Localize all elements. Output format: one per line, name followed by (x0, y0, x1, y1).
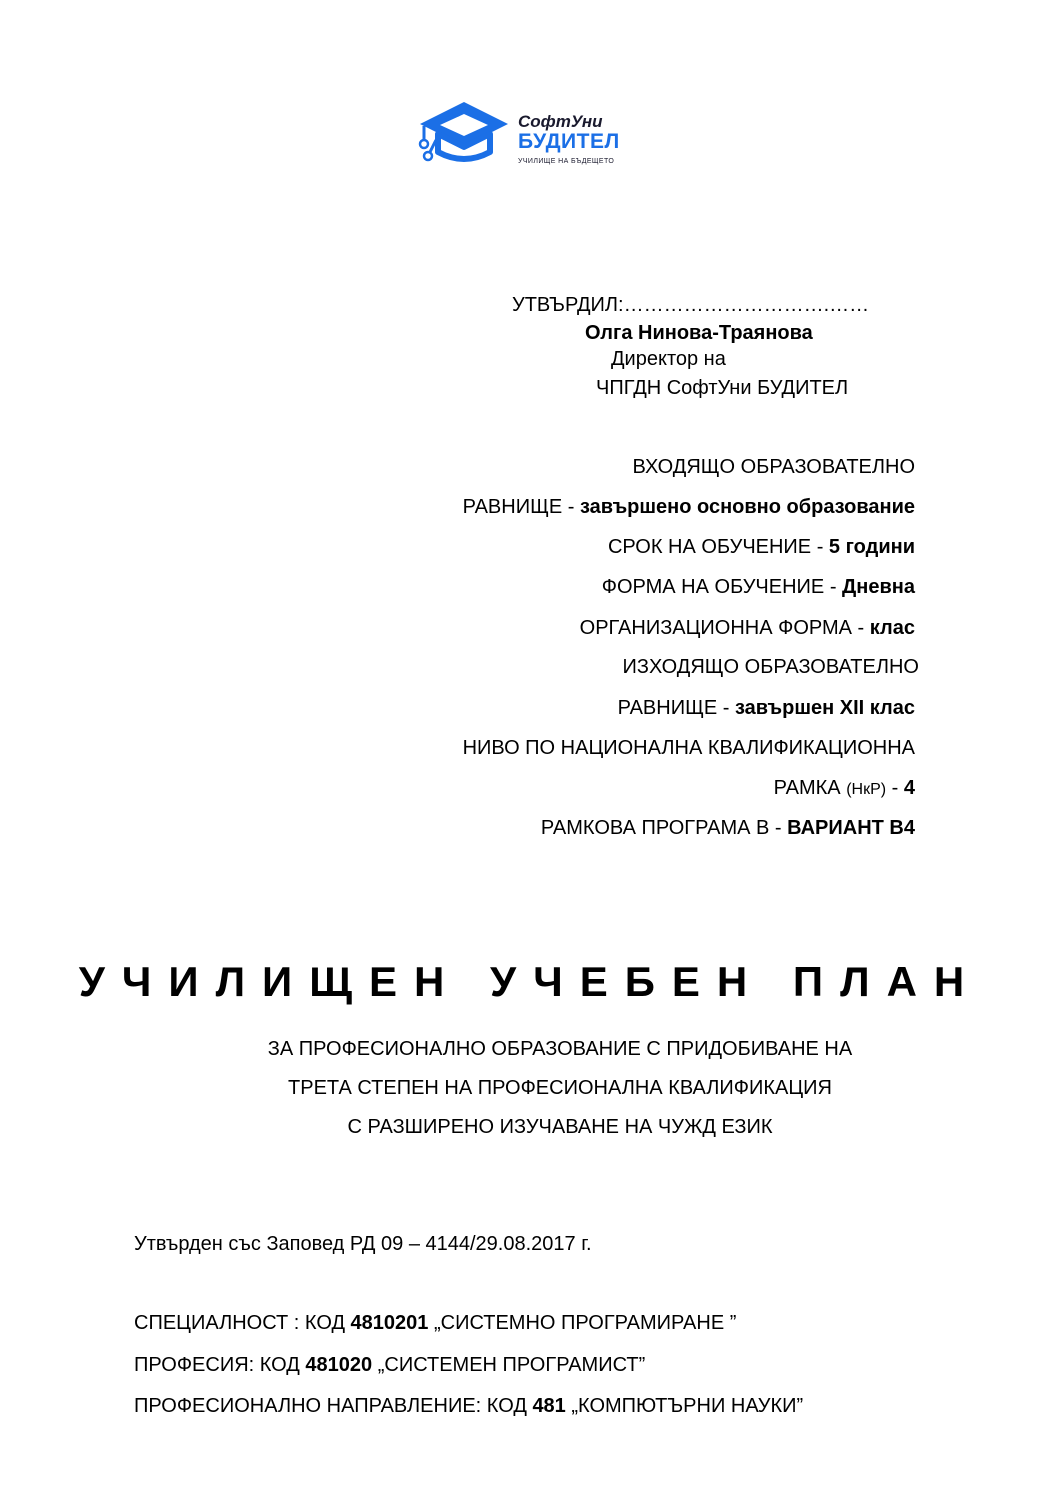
profession-label: ПРОФЕСИЯ: КОД (134, 1354, 306, 1376)
org-form-value: клас (869, 617, 915, 639)
direction-code: 481 (532, 1395, 566, 1417)
nqf-line-1: НИВО ПО НАЦИОНАЛНА КВАЛИФИКАЦИОННА (462, 737, 915, 759)
entry-level-label: РАВНИЩЕ - (462, 496, 580, 518)
nqf-line-2 (774, 777, 915, 800)
nqf-abbr: (НкР) (846, 781, 887, 798)
org-form-label: ОРГАНИЗАЦИОННА ФОРМА - (579, 617, 870, 639)
direction-line (134, 1395, 803, 1418)
duration-value: 5 години (828, 536, 915, 558)
direction-label: ПРОФЕСИОНАЛНО НАПРАВЛЕНИЕ: КОД (134, 1395, 533, 1417)
org-form-line (580, 617, 915, 640)
exit-level-line-1: ИЗХОДЯЩО ОБРАЗОВАТЕЛНО (622, 656, 919, 678)
specialty-line (134, 1312, 736, 1335)
profession-name: „СИСТЕМЕН ПРОГРАМИСТ” (372, 1354, 646, 1376)
nqf-value: 4 (903, 777, 915, 799)
duration-label: СРОК НА ОБУЧЕНИЕ - (607, 536, 829, 558)
entry-level-line-2 (463, 496, 915, 519)
training-form-value: Дневна (842, 576, 915, 598)
school-name: ЧПГДН СофтУни БУДИТЕЛ (596, 377, 849, 399)
director-name: Олга Нинова-Траянова (585, 322, 813, 344)
subtitle-line-1: ЗА ПРОФЕСИОНАЛНО ОБРАЗОВАНИЕ С ПРИДОБИВАНЕ НА (267, 1038, 853, 1060)
logo-top-text: СофтУни (518, 112, 603, 131)
signature-line: ………………………….…… (623, 294, 870, 316)
framework-line (541, 817, 915, 840)
logo-sub-text: УЧИЛИЩЕ НА БЪДЕЩЕТО (518, 158, 615, 165)
nqf-separator: - (886, 777, 904, 799)
framework-value: ВАРИАНТ В4 (787, 817, 915, 839)
approved-label: УТВЪРДИЛ: (512, 294, 624, 316)
order-line (134, 1233, 592, 1256)
duration-line (608, 536, 915, 559)
school-logo (416, 100, 646, 172)
direction-name: „КОМПЮТЪРНИ НАУКИ” (565, 1395, 804, 1417)
logo-main-text: БУДИТЕЛ (518, 130, 620, 153)
exit-level-label: РАВНИЩЕ - (617, 697, 735, 719)
profession-line (134, 1354, 645, 1377)
profession-code: 481020 (305, 1354, 373, 1376)
exit-level-value: завършен XII клас (734, 697, 915, 719)
entry-level-line-1: ВХОДЯЩО ОБРАЗОВАТЕЛНО (632, 456, 915, 478)
entry-level-value: завършено основно образование (579, 496, 915, 518)
director-position: Директор на (611, 348, 726, 370)
nqf-label: РАМКА (773, 777, 847, 799)
order-label: Утвърден със Заповед РД (134, 1233, 382, 1255)
subtitle-line-2: ТРЕТА СТЕПЕН НА ПРОФЕСИОНАЛНА КВАЛИФИКАЦИЯ (288, 1077, 832, 1099)
training-form-line (602, 576, 915, 599)
specialty-code: 4810201 (350, 1312, 429, 1334)
approval-line (512, 294, 869, 317)
specialty-label: СПЕЦИАЛНОСТ : КОД (134, 1312, 351, 1334)
exit-level-line-2 (618, 697, 915, 720)
training-form-label: ФОРМА НА ОБУЧЕНИЕ - (601, 576, 843, 598)
order-value: 09 – 4144/29.08.2017 г. (381, 1233, 592, 1255)
page-title: УЧИЛИЩЕН УЧЕБЕН ПЛАН (78, 958, 982, 1005)
subtitle-line-3: С РАЗШИРЕНО ИЗУЧАВАНЕ НА ЧУЖД ЕЗИК (347, 1116, 773, 1138)
specialty-name: „СИСТЕМНО ПРОГРАМИРАНЕ ” (428, 1312, 737, 1334)
framework-label: РАМКОВА ПРОГРАМА В - (540, 817, 788, 839)
graduation-cap-circuit-icon (416, 100, 512, 168)
